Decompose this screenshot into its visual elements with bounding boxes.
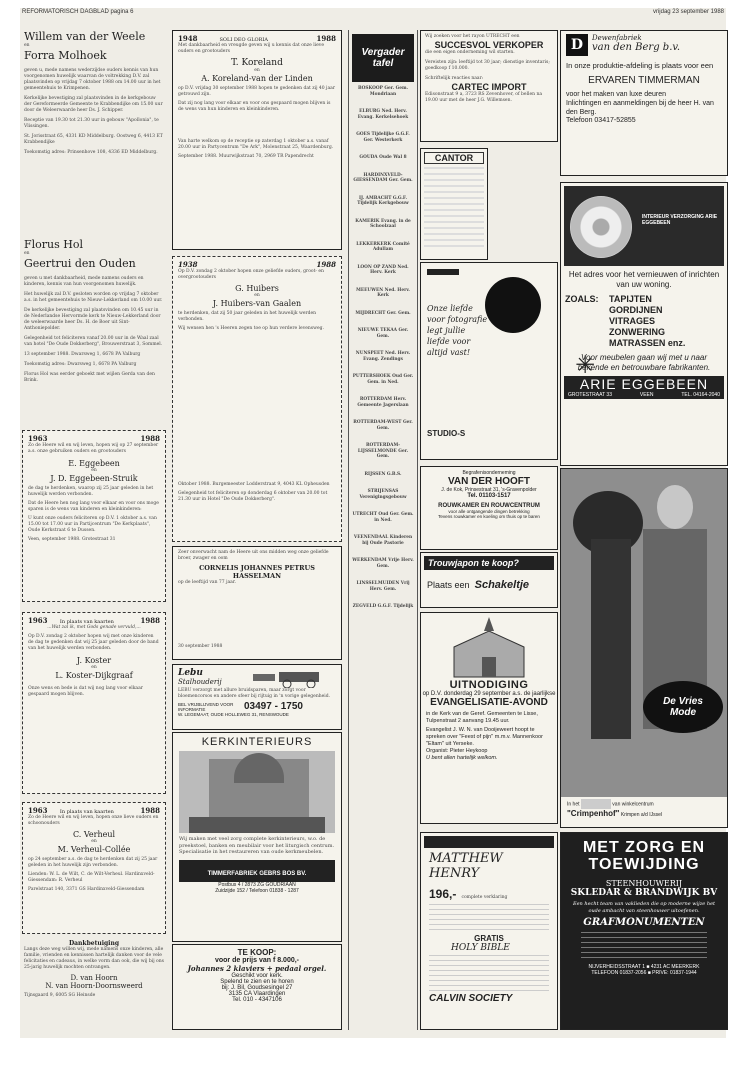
eggebeen-text-3: Dat de Heere hen nog lang voor elkaar en voor ons moge sparen is de wens van kinderen en kleinkinderen: xyxy=(28,501,159,512)
meeting-item: IJ. AMBACHT G.G.F. Tijdelijk Kerkgebouw xyxy=(357,195,409,206)
eggebeen-text-5: Veen, september 1988. Grotestraat 31 xyxy=(28,537,116,542)
verheul-text-2: Lienden: W. L. de Wilt, C. de Wilt-Verheul. Hardinxveld-Giessendam: R. Verheul xyxy=(28,872,155,883)
grav-title: MET ZORG EN TOEWIJDING xyxy=(582,839,706,873)
box-eggebeen xyxy=(22,430,166,602)
grav-address: NIJVERHEIDSSTRAAT 1 ■ 4231 AC MEERKERK xyxy=(588,964,700,970)
berg-t0: Dewenfabriek xyxy=(592,34,642,42)
meeting-item: ROTTERDAM Herv. Gemeente Jagerslaan xyxy=(357,397,409,408)
foto-text: Onze liefde voor fotografie legt jullie liefde voor altijd vast! xyxy=(427,304,488,357)
text-4: St. Jorisstraat 65, 4331 KD Middelburg. Oostweg 6, 4413 ET Krabbendijke xyxy=(24,134,163,145)
uitn-t3: in de Kerk van de Geref. Gemeenten te Lisse, Tulpenstraat 2 aanvang 19.45 uur. xyxy=(426,711,538,724)
trouw-row xyxy=(421,573,557,592)
kerk-title: KERKINTERIEURS xyxy=(201,736,313,748)
koster-name-1: J. Koster xyxy=(76,656,112,665)
koop-price: voor de prijs van f 8.000,- xyxy=(214,957,300,964)
huibers-year-start: 1938 xyxy=(178,260,198,269)
meeting-item: UTRECHT Oud Ger. Gem. in Ned. xyxy=(352,512,414,523)
ad-tag xyxy=(427,269,459,275)
verheul-text-0: Zo de Heere wil en wij leven, hopen onze lieve ouders en schoonouders xyxy=(28,815,159,826)
name-1: Willem van der Weele xyxy=(24,30,146,43)
koster-year-end: 1988 xyxy=(140,616,160,625)
lebu-phone: 03497 - 1750 xyxy=(244,701,303,712)
koreland-text-3: Dat zij nog lang voor elkaar en voor ons gespaard mogen blijven is de wens van hun kinderen en kleinkinderen. xyxy=(178,101,331,112)
kerk-phone: Zuidzijde 152 / Telefoon 01838 - 1287 xyxy=(215,887,299,894)
meeting-item: GOES Tijdelijke G.G.F. Ger. Westerkerk xyxy=(356,132,410,143)
berg-phone: Telefoon 03417-52855 xyxy=(566,117,636,124)
verheul-year-start: 1963 xyxy=(28,806,48,815)
matt-calvin: CALVIN SOCIETY xyxy=(429,993,513,1004)
ad-trouwjapon xyxy=(420,552,558,608)
ad-arie-eggebeen xyxy=(560,182,728,466)
lebu-sub: Stalhouderij xyxy=(178,678,222,686)
koster-en: en xyxy=(91,665,97,670)
ad-kerkinterieurs xyxy=(172,732,342,942)
egg-name: ARIE EGGEBEEN xyxy=(579,376,709,392)
hasselman-text-1: Zeer onverwacht nam de Heere uit ons midden weg onze geliefde broer, zwager en oom xyxy=(178,550,329,561)
meeting-item: HARDINXVELD-GIESSENDAM Ger. Gem. xyxy=(353,172,413,183)
koreland-text-4: Van harte welkom op de receptie op zaterdag 1 oktober a.s. vanaf 20.00 uur in Partycentrum "De Ark", Molenstraat 25, Waardenburg. xyxy=(178,139,334,150)
box-verheul xyxy=(22,802,166,934)
text-7: Het huwelijk zal D.V. gesloten worden op vrijdag 7 oktober a.s. in het gemeentehuis te Nieuw-Lekkerland om 10.00 uur. xyxy=(24,292,163,303)
koreland-name-2: A. Koreland-van der Linden xyxy=(201,74,313,83)
grav-text-block xyxy=(581,932,707,960)
studio-s-logo: STUDIO-S xyxy=(427,429,466,438)
huibers-en: en xyxy=(254,293,260,298)
hooft-phone: Tel. 01103-1517 xyxy=(467,493,511,499)
meeting-item: BOSKOOP Ger. Gem. Mondriaan xyxy=(357,86,409,97)
koop-t8: Tel. 010 - 4347106 xyxy=(232,997,282,1003)
announcement-weele-molhoek xyxy=(24,30,164,156)
star-icon: ✳ xyxy=(575,351,596,379)
column-3-vergadertafel xyxy=(348,30,418,1030)
hooft-t4: Tevens rouwkamer en koeling om thuis op te baren xyxy=(438,514,540,519)
berg-text-3: Inlichtingen en aanmeldingen bij de heer H. van den Berg. xyxy=(566,100,714,116)
cantor-name: CANTOR xyxy=(424,152,484,164)
huibers-text-5: Gelegenheid tot feliciteren op donderdag 6 oktober van 20.00 tot 21.30 uur in Hotel "De Oude Dokkerberg". xyxy=(178,491,328,502)
matt-name: MATTHEW HENRY xyxy=(429,851,503,881)
huibers-text-1: Op D.V. zondag 2 oktober hopen onze geliefde ouders, groot- en overgrootouders xyxy=(178,269,324,280)
koster-title: In plaats van kaarten xyxy=(59,619,114,625)
egg-address: GROTESTRAAT 33 xyxy=(568,392,612,398)
column-4 xyxy=(420,30,726,1030)
koop-organ: Johannes 2 klaviers + pedaal orgel. xyxy=(187,964,327,973)
matt-top-bar xyxy=(424,836,554,848)
lebu-name: Lebu xyxy=(178,668,203,678)
koop-t5: Spelend te zien en te horen xyxy=(220,979,294,985)
matt-gratis: GRATIS xyxy=(474,934,504,943)
egg-text-1: Het adres voor het vernieuwen of inrichten van uw woning. xyxy=(568,270,720,289)
huibers-name-2: J. Huibers-van Gaalen xyxy=(212,299,302,308)
hooft-t3: voor alle ontgangende dingen betrekking xyxy=(448,509,530,514)
eggebeen-text-4: U kunt onze ouders feliciteren op D.V. 1 oktober a.s. van 15.00 tot 17.00 uur in Partijcentrum "De Kerkplaats", Oude Kerkstraat 6 te Dussen. xyxy=(28,516,157,533)
meeting-item: LEKKERKERK Comité Adullam xyxy=(356,241,410,252)
ad-te-koop xyxy=(172,944,342,1030)
koreland-en: en xyxy=(254,68,260,73)
trouw-title: Trouwjapon te koop? xyxy=(424,556,554,570)
eggebeen-text-1: Zo de Heere wil en wij leven, hopen wij op 27 september a.s. onze gebruiken ouders en grootouders xyxy=(28,443,159,454)
ad-uitnodiging xyxy=(420,612,558,824)
matt-price: 196,- xyxy=(429,887,457,901)
dankbetuiging xyxy=(24,940,164,999)
eggebeen-text-2: de dag te herdenken, waarop zij 25 jaar geleden in het huwelijk werden verbonden. xyxy=(28,486,154,497)
succ-text-2: Vereisten zijn: leeftijd tot 30 jaar; dienstige inventaris; goedkoop f 10.000. xyxy=(425,60,550,71)
berg-logo-icon: D xyxy=(566,34,588,56)
berg-title: ERVAREN TIMMERMAN xyxy=(588,75,700,86)
trouw-t2: Plaats een xyxy=(427,580,470,590)
en-2: en xyxy=(24,251,30,256)
egg-item: TAPIJTEN xyxy=(609,294,652,304)
text-5: Toekomstig adres: Prinsenhove 108, 4336 ED Middelburg. xyxy=(24,150,158,155)
de-vries-footer xyxy=(561,797,727,827)
column-1 xyxy=(20,30,168,1030)
verheul-name-2: M. Verheul-Collée xyxy=(57,845,131,854)
year-end: 1988 xyxy=(140,434,160,443)
meeting-item: ROTTERDAM-WEST Ger. Gem. xyxy=(353,420,413,431)
koster-text-1: Op D.V. zondag 2 oktober hopen wij met onze kinderen de dag te gedenken dat wij 25 jaar geleden door de band van het huwelijk werden verbonden. xyxy=(28,634,159,651)
ad-van-der-hooft xyxy=(420,466,558,550)
vergadertafel-logo-text: Vergader tafel xyxy=(361,47,405,69)
meeting-item: WERKENDAM Vrije Herv. Gem. xyxy=(352,558,414,569)
hasselman-name: CORNELIS JOHANNES PETRUS HASSELMAN xyxy=(199,564,315,580)
de-vries-name: De Vries Mode xyxy=(663,696,703,718)
grav-phone: TELEFOON 01837-2056 ■ PRIVE: 01837-1944 xyxy=(591,970,697,976)
box-huibers xyxy=(172,256,342,542)
name-2: Forra Molhoek xyxy=(24,49,107,62)
koreland-years xyxy=(178,34,336,43)
lebu-address: W. LEGEMAAT, OUDE HOLLEWEG 31, RENSWOUDE xyxy=(178,712,289,717)
meeting-item: ELBURG Ned. Herv. Evang. Kerkelsehoek xyxy=(357,109,409,120)
thanks-name-1: D. van Hoorn xyxy=(70,974,118,982)
succ-intro: Wij zoeken voor het rayon UTRECHT een xyxy=(425,34,520,39)
newspaper-page xyxy=(20,8,726,1038)
vries-t3: "Crimpenhof" xyxy=(567,809,620,818)
hasselman-text-2: op de leeftijd van 77 jaar. xyxy=(178,580,236,585)
hasselman-date: 30 september 1988 xyxy=(178,644,223,649)
thanks-text-1: Langs deze weg willen wij, mede namens onze kinderen, alle familie, vrienden en kennissen hartelijk danken voor de vele felicitaties en cadeaus, in welke vorm dan ook, die wij bij ons 25-jarig huwelijk mochten ontvangen. xyxy=(24,947,164,970)
de-vries-logo xyxy=(643,681,723,733)
grav-t4: Een hecht team van vaklieden die op moderne wijze het oude ambacht van steenhouwer uitoefenen. xyxy=(572,901,716,914)
koreland-sdg: SOLI DEO GLORIA xyxy=(219,37,269,43)
ad-studio-s xyxy=(420,262,558,460)
name-3: Florus Hol xyxy=(24,238,83,251)
announcement-hol-ouden xyxy=(24,238,164,384)
verheul-en: en xyxy=(91,839,97,844)
egg-phone: TEL. 04164-2040 xyxy=(681,392,720,398)
berg-logo-row xyxy=(566,34,722,56)
header-right: vrijdag 23 september 1988 xyxy=(652,9,724,15)
carpet-roll-image xyxy=(564,186,724,266)
lebu-info: BEL VRIJBLIJVEND VOOR INFORMATIE xyxy=(178,701,234,712)
lebu-text: LEBU verzorgt met allure bruidsparen, maar zorgt voor bloemencorsos en andere sfeer bij rijtuig in 'n vorige gelegenheid. xyxy=(178,688,331,699)
egg-list-row xyxy=(565,294,723,349)
egg-item: VITRAGES xyxy=(609,316,656,326)
carriage-icon xyxy=(249,668,335,688)
text-1: geven u, mede namens wederzijdse ouders kennis van hun voorgenomen huwelijk waarvan de voltrekking D.V. zal plaatsvinden op vrijdag 7 oktober 1988 om 14.00 uur in het gemeentehuis te Krimpenen. xyxy=(24,68,161,91)
text-8: De kerkelijke bevestiging zal plaatsvinden om 10.45 uur in de Nederlandse Hervormde kerk te Nieuw-Lekkerland door de weleerwaarde heer Ds. H. de Boer uit Sint-Anthoniepolder. xyxy=(24,308,161,331)
koreland-text-1: Met dankbaarheid en vreugde geven wij u kennis dat onze lieve ouders en grootouders xyxy=(178,43,325,54)
matt-text-block-2 xyxy=(429,955,549,991)
years-row xyxy=(28,434,160,443)
meeting-item: MEEUWEN Ned. Herv. Kerk xyxy=(356,287,410,298)
meeting-item: RIJSSEN G.B.S. xyxy=(364,471,402,477)
name-4: Geertrui den Ouden xyxy=(24,257,136,270)
uitn-t5: Organist: Pieter Heykoop xyxy=(426,748,488,754)
text-3: Receptie van 19.30 tot 21.30 uur in gebouw "Apollonia", te Vlissingen. xyxy=(24,118,159,129)
ad-cantor xyxy=(420,148,488,260)
uitn-t2: EVANGELISATIE-AVOND xyxy=(430,697,548,708)
year-start: 1963 xyxy=(28,434,48,443)
kerk-address: Postbus 4 / 2873 ZG GOUDRIAAN xyxy=(218,881,296,888)
vergadertafel-logo xyxy=(352,34,414,82)
koster-year-start: 1963 xyxy=(28,616,48,625)
column-2 xyxy=(172,30,344,1030)
en-1: en xyxy=(24,43,30,48)
huibers-year-end: 1988 xyxy=(316,260,336,269)
meeting-item: STRIJENSAS Verenigingsgebouw xyxy=(359,489,407,500)
vries-t2: van winkelcentrum xyxy=(612,801,654,808)
uitn-title: UITNODIGING xyxy=(449,679,529,691)
meeting-item: MIJDRECHT Ger. Gem. xyxy=(355,310,411,316)
model-woman-body xyxy=(591,539,631,739)
header-left: REFORMATORISCH DAGBLAD pagina 6 xyxy=(22,9,134,15)
kerk-firm: TIMMERFABRIEK GEBRS BOS BV. xyxy=(207,870,307,877)
cantor-text-block xyxy=(424,167,484,247)
eggebeen-en: en xyxy=(91,468,97,473)
lebu-phone-row xyxy=(178,701,336,712)
succ-firm: CARTEC IMPORT xyxy=(451,82,527,92)
meeting-item: LINSSELMUIDEN Vrij Herv. Gem. xyxy=(356,581,410,592)
page-header xyxy=(20,8,726,18)
kerk-text: Wij maken met veel zorg complete kerkinterieurs, w.o. de preekstoel, banken en meubilair voor het liturgisch centrum. Specialisatie in het restaureren van oude kerkmeubelen. xyxy=(179,836,335,855)
egg-address-row xyxy=(564,392,724,399)
berg-name: van den Berg b.v. xyxy=(592,42,681,53)
verheul-text-3: Parelstraat 140, 3371 GS Hardinxveld-Giessendam xyxy=(28,887,145,892)
text-2: Kerkelijke bevestiging zal plaatsvinden in de kerkgebouw der Gereformeerde Gemeente te Krabbendijke om 15.00 uur door de Weleerwaarde heer Ds. J. Schipper. xyxy=(24,96,163,113)
vries-t4: Krimpen a/d IJssel xyxy=(620,812,663,818)
koreland-year-end: 1988 xyxy=(316,34,336,43)
verheul-name-1: C. Verheul xyxy=(72,830,116,839)
church-interior-image xyxy=(179,751,335,833)
koop-title: TE KOOP: xyxy=(237,948,277,957)
egg-item: ZONWERING xyxy=(609,327,665,337)
ad-van-den-berg xyxy=(560,30,728,176)
koster-text-2: Onze wens en bede is dat wij nog lang voor elkaar gespaard mogen blijven. xyxy=(28,686,143,697)
meeting-item: NIEUWE TEKAA Ger. Gem. xyxy=(357,328,409,339)
egg-zoals: ZOALS: xyxy=(565,294,599,304)
text-10: 13 september 1988. Dwarsweg 1, 6678 PA Valburg xyxy=(24,352,141,357)
verheul-year-end: 1988 xyxy=(140,806,160,815)
verheul-text-1: op 24 september a.s. de dag te herdenken dat zij 25 jaar geleden in het huwelijk zijn verbonden. xyxy=(28,857,158,868)
koreland-text-2: op D.V. vrijdag 30 september 1988 hopen te gedenken dat zij 40 jaar getrouwd zijn. xyxy=(178,86,335,97)
grav-t2: STEENHOUWERIJ xyxy=(605,879,683,888)
huibers-text-3: Wij wensen hen 's Heeren zegen toe op hun verdere levensweg. xyxy=(178,326,324,331)
matt-text-block xyxy=(429,904,549,934)
hooft-t2: ROUWKAMER EN ROUWCENTRUM xyxy=(438,503,540,509)
koop-t6: bij: J. Bil, Goudsesingel 27 xyxy=(221,985,293,991)
egg-item: MATRASSEN enz. xyxy=(609,338,686,348)
meeting-item: NUNSPEET Ned. Herv. Evang. Zendings xyxy=(355,351,411,362)
ad-de-vries-mode xyxy=(560,468,728,828)
ad-lebu xyxy=(172,664,342,730)
text-12: Florus Hol was eerder geboekt met wijlen Gerda van den Brink. xyxy=(24,372,155,383)
text-6: geven u met dankbaarheid, mede namens ouders en kinderen, kennis van hun voorgenomen huwelijk. xyxy=(24,276,144,287)
kerk-firm-bar xyxy=(179,860,335,882)
hooft-name: VAN DER HOOFT xyxy=(447,476,531,487)
box-koreland xyxy=(172,30,342,250)
trouw-t3: Schakeltje xyxy=(474,579,530,591)
koreland-text-5: September 1988. Muurwijkstraat 70, 2969 TR Papendrecht xyxy=(178,154,314,159)
berg-text-1: In onze produktie-afdeling is plaats voor een xyxy=(566,61,714,70)
eggebeen-name-1: E. Eggebeen xyxy=(68,459,120,468)
koster-years xyxy=(28,616,160,625)
succ-text-1: die een eigen onderneming wil starten. xyxy=(425,50,515,55)
grav-t3: SKLEDAR & BRANDWIJK BV xyxy=(570,888,718,898)
huibers-years xyxy=(178,260,336,269)
succ-address: Edisonstraat 9 a, 3723 RS Zevenhover, of bellen na 19.00 uur met de heer J.G. Willemsen. xyxy=(425,92,543,103)
hooft-t0: Begrafenisonderneming xyxy=(462,470,516,476)
matt-t1: complete verklaring xyxy=(461,895,508,900)
meeting-item: PUTTERSHOEK Oud Ger. Gem. in Ned. xyxy=(352,374,414,385)
berg-text-2: voor het maken van luxe deuren xyxy=(566,91,667,98)
thanks-name-2: N. van Hoorn-Doornsweerd xyxy=(45,982,143,990)
meeting-list xyxy=(349,86,417,610)
meeting-item: LOON OP ZAND Ned. Herv. Kerk xyxy=(357,264,409,275)
koreland-name-1: T. Koreland xyxy=(231,58,283,68)
egg-t0: INTERIEUR VERZORGING ARIE EGGEBEEN xyxy=(642,214,718,226)
ad-skledar-brandwijk xyxy=(560,832,728,1030)
egg-text-2: Voor meubelen gaan wij met u naar bekende en betrouwbare fabrikanten. xyxy=(577,353,711,372)
koreland-year-start: 1948 xyxy=(178,34,198,43)
huibers-name-1: G. Huibers xyxy=(235,284,279,293)
koop-t7: 3135 CA Vlaardingen xyxy=(228,991,286,997)
box-hasselman xyxy=(172,546,342,660)
box-koster xyxy=(22,612,166,794)
huibers-text-2: te herdenken, dat zij 50 jaar geleden in het huwelijk werden verbonden. xyxy=(178,311,317,322)
grav-t5: GRAFMONUMENTEN xyxy=(583,917,705,928)
verheul-years xyxy=(28,806,160,815)
egg-city: VEEN xyxy=(639,392,654,398)
text-9: Gelegenheid tot feliciteren vanaf 20.00 uur in de Waal zaal van hotel "De Oude Dokkerberg", Brouwerstraat 3, Sommel. xyxy=(24,336,163,347)
uitn-t1: op D.V. donderdag 29 september a.s. de jaarlijkse xyxy=(422,691,556,697)
uitn-t4: Evangelist J. W. N. van Dooijeweert hoopt te spreken over "Feest of pijn" m.m.v. Mannenkoor "Eltam" uit Yerseke. xyxy=(426,727,543,747)
huibers-text-4: Oktober 1988. Burgemeester Lodderstraat 9, 4043 KL Opheusden xyxy=(178,482,330,487)
ad-succesvol-verkoper xyxy=(420,30,558,142)
matt-bible: HOLY BIBLE xyxy=(451,943,510,953)
thanks-text-2: Tijnsgaard 9, 6005 SG Heinsde xyxy=(24,993,96,998)
succ-title: SUCCESVOL VERKOPER xyxy=(434,40,544,50)
meeting-item: ROTTERDAM-LIJSSELMONDE Ger. Gem. xyxy=(357,443,409,459)
matt-price-row xyxy=(421,881,557,904)
thanks-title: Dankbetuiging xyxy=(68,940,120,947)
hooft-t1: J. de Kok, Prinsestraat 31, 's-Gravenpolder xyxy=(441,487,537,493)
koop-t4: Geschikt voor kerk. xyxy=(231,973,283,979)
meeting-item: GOUDA Oude Wal 8 xyxy=(359,155,407,160)
uitn-t6: U bent allen hartelijk welkom. xyxy=(426,755,498,761)
koster-name-2: L. Koster-Dijkgraaf xyxy=(55,671,133,680)
meeting-item: VEENENDAAL Kinderen bij Oude Pastorie xyxy=(353,535,413,546)
succ-text-3: Schriftelijk reacties naar: xyxy=(425,76,484,81)
model-man-head xyxy=(657,485,693,529)
koster-verse: ...Wat zal ik, met Gods genade vervuld,... xyxy=(47,625,141,630)
eggebeen-name-2: J. D. Eggebeen-Struik xyxy=(50,474,138,483)
verheul-title: In plaats van kaarten xyxy=(59,809,114,815)
egg-item: GORDIJNEN xyxy=(609,305,663,315)
meeting-item: KAMERIK Evang. in de Schoolzaal xyxy=(355,218,411,229)
church-drawing-image xyxy=(434,617,544,679)
egg-name-bar xyxy=(564,376,724,399)
meeting-item: ZEGVELD G.G.F. Tijdelijk xyxy=(352,604,414,609)
vries-t1: In het xyxy=(567,801,580,808)
text-11: Toekomstig adres: Dwarsweg 1, 6678 PA Valburg xyxy=(24,362,137,367)
egg-items xyxy=(609,294,685,349)
ad-matthew-henry xyxy=(420,832,558,1030)
